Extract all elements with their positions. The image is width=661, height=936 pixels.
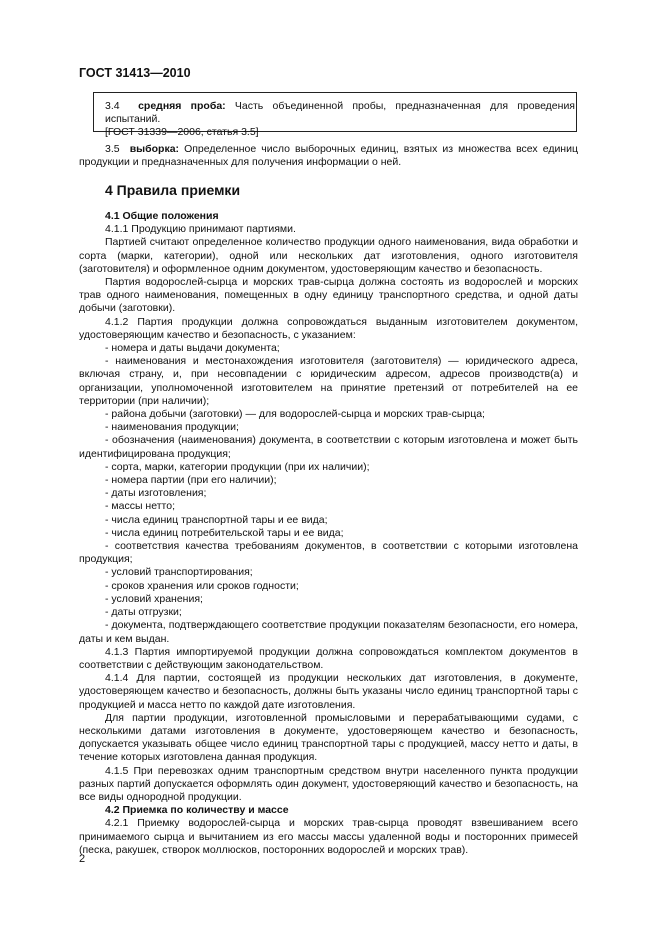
list-item: - номера и даты выдачи документа; <box>105 342 280 355</box>
list-item: - даты отгрузки; <box>105 606 182 619</box>
page-header: ГОСТ 31413—2010 <box>79 66 191 80</box>
list-item: - сроков хранения или сроков годности; <box>105 579 299 592</box>
paragraph: 4.1.5 При перевозках одним транспортным средством внутри населенного пункта продукции разных партий допускается оформлять один документ, удостоверяющий качество и безопасность, на все виды однородной продукции. <box>79 764 578 803</box>
list-item: - числа единиц потребительской тары и ее вида; <box>105 526 344 539</box>
list-item: - документа, подтверждающего соответствие продукции показателям безопасности, его номера, даты и кем выдан. <box>79 619 578 645</box>
paragraph: 4.1.3 Партия импортируемой продукции должна сопровождаться комплектом документов в соответствии с действующим законодательством. <box>79 645 578 671</box>
list-item: - номера партии (при его наличии); <box>105 474 277 487</box>
list-item: - условий хранения; <box>105 592 203 605</box>
definition-3-4 <box>105 100 575 140</box>
def-number: 3.5 <box>105 143 120 155</box>
paragraph: 4.1.1 Продукцию принимают партиями. <box>105 223 296 236</box>
list-item: - числа единиц транспортной тары и ее вида; <box>105 513 328 526</box>
def-term: выборка: <box>129 143 180 155</box>
list-item: - района добычи (заготовки) — для водорослей-сырца и морских трав-сырца; <box>105 408 485 421</box>
paragraph: 4.1.2 Партия продукции должна сопровождаться выданным изготовителем документом, удостоверяющим качество и безопасность, с указанием: <box>79 315 578 341</box>
paragraph: Для партии продукции, изготовленной промысловыми и перерабатывающими судами, с несколькими датами изготовления в документе, удостоверяющем качество и безопасность, допускается указывать общее число единиц транспортной тары с продукцией, массу нетто и даты, в течение которых изготовлена данная продукция. <box>79 711 578 764</box>
def-reference: [ГОСТ 31339—2006, статья 3.5] <box>105 126 259 139</box>
list-item: - массы нетто; <box>105 500 175 513</box>
list-item: - даты изготовления; <box>105 487 207 500</box>
list-item: - условий транспортирования; <box>105 566 253 579</box>
paragraph: 4.2.1 Приемку водорослей-сырца и морских трав-сырца проводят взвешиванием всего принимаемого сырца и вычитанием из его массы массы удаленной воды и посторонних примесей (песка, ракушек, створок моллюсков, посторонних водорослей и морских трав). <box>79 817 578 856</box>
page-number: 2 <box>79 853 86 865</box>
definition-3-5 <box>79 143 578 169</box>
list-item: - наименования продукции; <box>105 421 239 434</box>
section-body <box>79 210 578 857</box>
paragraph: Партия водорослей-сырца и морских трав-сырца должна состоять из водорослей и морских трав одного наименования, помещенных в одну единицу транспортного средства, и одной даты добычи (заготовки). <box>79 276 578 315</box>
list-item: - обозначения (наименования) документа, в соответствии с которым изготовлена и может быть идентифицирована продукция; <box>79 434 578 460</box>
def-text: Часть объединенной пробы, предназначенная для проведения испытаний. <box>105 100 575 126</box>
subsection-heading: 4.2 Приемка по количеству и массе <box>105 804 289 817</box>
def-term: средняя проба: <box>138 100 226 112</box>
def-text: Определенное число выборочных единиц, взятых из множества всех единиц продукции и предназначенных для получения информации о ней. <box>79 143 578 169</box>
paragraph: 4.1.4 Для партии, состоящей из продукции нескольких дат изготовления, в документе, удостоверяющем качество и безопасность, должны быть указаны число единиц транспортной тары с продукцией и масса нетто по каждой дате изготовления. <box>79 672 578 711</box>
list-item: - соответствия качества требованиям документов, в соответствии с которыми изготовлена продукция; <box>79 540 578 566</box>
def-number: 3.4 <box>105 100 120 112</box>
section-heading: 4 Правила приемки <box>105 182 241 198</box>
list-item: - сорта, марки, категории продукции (при их наличии); <box>105 460 370 473</box>
paragraph: Партией считают определенное количество продукции одного наименования, вида обработки и сорта (марки, категории), одной или нескольких дат изготовления, одного изготовителя (заготовителя) и оформленное одним документом, удостоверяющим качество и безопасность. <box>79 236 578 275</box>
subsection-heading: 4.1 Общие положения <box>105 210 219 222</box>
list-item: - наименования и местонахождения изготовителя (заготовителя) — юридического адреса, включая страну, и, при несовпадении с юридическим адресом, адресов производств(а) и организации, уполномоченной изготовителем на принятие претензий от потребителей на ее территории (при наличии); <box>79 355 578 407</box>
